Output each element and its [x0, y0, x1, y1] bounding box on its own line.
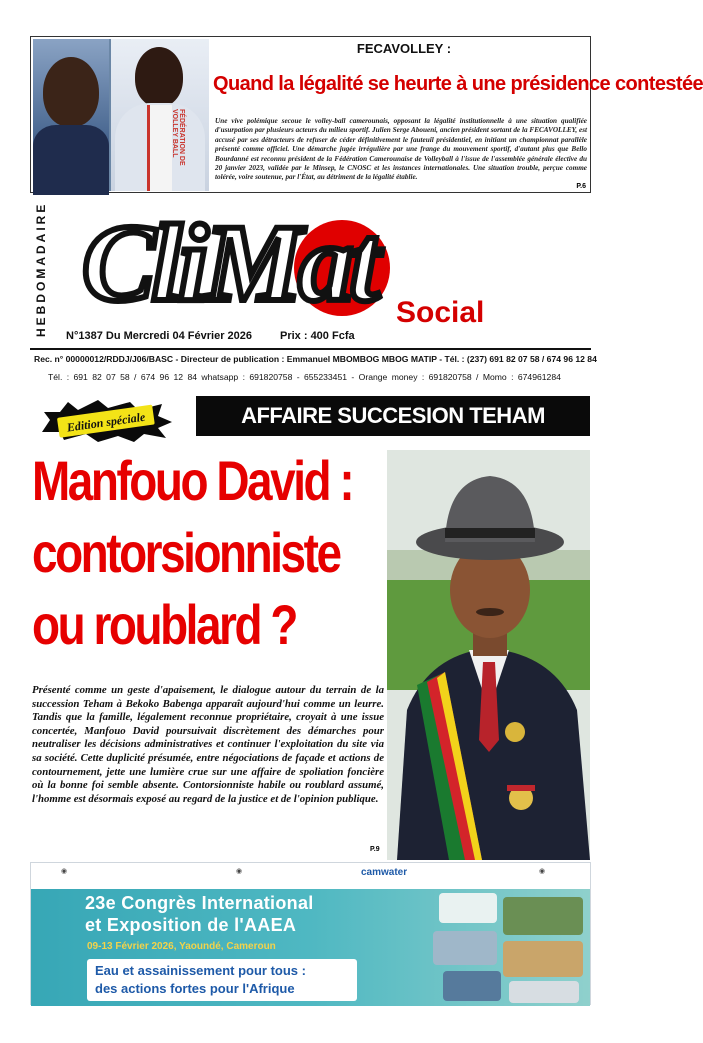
ad-dates: 09-13 Février 2026, Yaoundé, Cameroun [87, 941, 276, 952]
ad-slogan-line-2: des actions fortes pour l'Afrique [95, 981, 295, 996]
ad-logo-strip [31, 863, 590, 889]
ad-logo-2: ◉ [236, 868, 243, 875]
teaser-kicker: FECAVOLLEY : [356, 41, 452, 56]
advertisement[interactable] [30, 862, 591, 1005]
ad-logo-camwater: camwater [361, 867, 408, 878]
edition-badge-text: Edition spéciale [65, 409, 147, 435]
logo-sub: Social [396, 296, 485, 329]
sash-text: FÉDÉRATION DE VOLLEY BALL [171, 109, 185, 166]
headline-line-1[interactable]: Manfouo David : [32, 449, 353, 512]
ad-title-line-2: et Exposition de l'AAEA [85, 915, 297, 935]
headline-line-2[interactable]: contorsionniste [32, 521, 340, 584]
ad-logo-4: ◉ [539, 868, 546, 875]
teaser-page-ref: P.6 [576, 183, 586, 190]
lead-text: Présenté comme un geste d'apaisement, le dialogue autour du terrain de la succession Teham à Bekoko Babenga apparaît aujourd'hui comme un leurre. Tandis que la famille, légalement reconnue propriétaire, croyait à une issue concertée, Manfouo David poursuivait discrètement des démarches pour neutraliser les décisions administratives et continuer l'exploitation du site via sa société. Cette duplicité présumée, entre négociations de façade et actions de contournement, jette une lumière crue sur une affaire de spoliation foncière où la bonne foi semble absente. Contorsionniste habile ou roublard assumé, l'homme est désormais exposé au regard de la justice et de l'opinion publique. [32, 684, 384, 805]
portrait-photo [387, 450, 590, 860]
teaser-box[interactable] [30, 36, 703, 193]
section-banner[interactable]: AFFAIRE SUCCESION TEHAM [196, 396, 590, 436]
teaser-headline[interactable]: Quand la légalité se heurte à une présidence contestée [213, 73, 703, 95]
ad-photo-collage [429, 891, 589, 1003]
logo-text: CliMat [82, 202, 376, 324]
teaser-summary: Une vive polémique secoue le volley-ball camerounais, opposant la légalité institutionnelle à une situation qualifiée d'usurpation par plusieurs acteurs du milieu sportif. Julien Serge Aboueni, ancien président sortant de la FECAVOLLEY, est accusé par ses détracteurs de refuser de céder définitivement le fauteuil présidentiel, en initiant un championnat parallèle présenté comme officiel. Une démarche jugée irrégulière par une frange du mouvement sportif, d'autant plus que Bello Bourdanné est reconnu président de la Fédération Camerounaise de Volleyball à l'issue de l'assemblée générale élective du 20 janvier 2023, validée par le Minsep, le CNOSC et les instances internationales. Une situation trouble, perçue comme tolérée, voire soutenue, par l'État, au détriment de la légalité établie. [215, 117, 587, 182]
masthead-rule [30, 348, 591, 350]
weekly-label [34, 198, 56, 340]
issue-price: Prix : 400 Fcfa [280, 330, 355, 342]
lead-page-ref: P.9 [370, 846, 380, 853]
masthead-logo[interactable] [62, 198, 592, 329]
contacts-line: Tél. : 691 82 07 58 / 674 96 12 84 whatsapp : 691820758 - 655233451 - Orange money : 691820758 / Momo : 674961284 [48, 372, 561, 382]
issue-number: N°1387 Du Mercredi 04 Février 2026 [66, 330, 253, 342]
edition-badge [38, 398, 176, 442]
ad-logo-1: ◉ [61, 868, 68, 875]
weekly-text: HEBDOMADAIRE [34, 201, 48, 337]
ad-slogan-box [87, 959, 357, 1001]
teaser-photo-right [111, 39, 209, 191]
ad-title-line-1: 23e Congrès International [85, 893, 314, 913]
headline-line-3[interactable]: ou roublard ? [32, 593, 296, 656]
ad-slogan-line-1: Eau et assainissement pour tous : [95, 963, 306, 978]
teaser-photos [33, 39, 209, 191]
teaser-photo-left [33, 39, 109, 191]
registration-line: Rec. n° 00000012/RDDJ/J06/BASC - Directeur de publication : Emmanuel MBOMBOG MBOG MATIP - Tél. : (237) 691 82 07 58 / 674 96 12 84 [34, 354, 597, 364]
